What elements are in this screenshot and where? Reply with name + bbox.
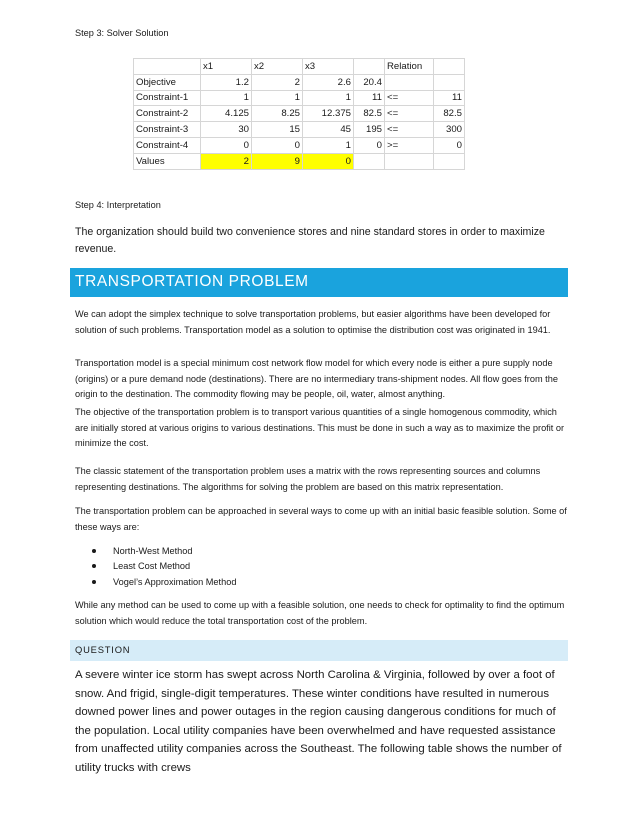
cell-relation [385, 153, 434, 169]
cell-x2: 0 [252, 137, 303, 153]
table-row-values [134, 153, 465, 169]
bullet-icon [92, 564, 96, 568]
bullet-icon [92, 549, 96, 553]
row-label: Objective [134, 74, 201, 90]
row-label: Constraint-2 [134, 106, 201, 122]
cell-rhs [434, 153, 465, 169]
question-banner [70, 640, 568, 661]
header-cell [354, 59, 385, 75]
paragraph: The objective of the transportation problem is to transport various quantities of a single homogenous commodity, which are initially stored at various origins to various destinations. This must be done in such a way as to maximize the profit or minimize the cost. [75, 407, 565, 448]
cell-x3: 12.375 [303, 106, 354, 122]
row-label: Constraint-1 [134, 90, 201, 106]
table-row [134, 106, 465, 122]
cell-lhs: 0 [354, 137, 385, 153]
interpretation-text: The organization should build two convenience stores and nine standard stores in order to maximize revenue. [75, 226, 545, 255]
cell-rhs [434, 74, 465, 90]
step4-heading: Step 4: Interpretation [75, 200, 161, 210]
table-row [134, 137, 465, 153]
table-header-row [134, 59, 465, 75]
cell-relation: <= [385, 90, 434, 106]
header-cell: x3 [303, 59, 354, 75]
cell-x3: 2.6 [303, 74, 354, 90]
row-label: Values [134, 153, 201, 169]
cell-relation: <= [385, 122, 434, 138]
cell-lhs: 82.5 [354, 106, 385, 122]
cell-relation: <= [385, 106, 434, 122]
list-item [90, 559, 236, 574]
paragraph: Transportation model is a special minimum cost network flow model for which every node is either a pure supply node (origins) or a pure demand node (destinations). There are no intermediary trans-shipment nodes. All flow goes from the origin to the destination. The commodity flowing may be people, oil, water, almost anything. [75, 358, 558, 399]
cell-x2: 15 [252, 122, 303, 138]
cell-x3: 45 [303, 122, 354, 138]
cell-lhs [354, 153, 385, 169]
cell-rhs: 11 [434, 90, 465, 106]
section-title: TRANSPORTATION PROBLEM [75, 273, 309, 290]
cell-x2: 8.25 [252, 106, 303, 122]
row-label: Constraint-3 [134, 122, 201, 138]
paragraph: The transportation problem can be approached in several ways to come up with an initial basic feasible solution. Some of these ways are: [75, 506, 567, 532]
list-item [90, 544, 236, 559]
paragraph: The classic statement of the transportation problem uses a matrix with the rows representing sources and columns representing destinations. The algorithms for solving the problem are based on this matrix representation. [75, 466, 541, 492]
step3-heading: Step 3: Solver Solution [75, 28, 169, 38]
value-x1: 2 [201, 153, 252, 169]
cell-x1: 1.2 [201, 74, 252, 90]
cell-lhs: 20.4 [354, 74, 385, 90]
cell-x1: 0 [201, 137, 252, 153]
cell-rhs: 0 [434, 137, 465, 153]
header-cell: Relation [385, 59, 434, 75]
cell-rhs: 300 [434, 122, 465, 138]
cell-rhs: 82.5 [434, 106, 465, 122]
header-cell [434, 59, 465, 75]
table-row [134, 122, 465, 138]
cell-relation: >= [385, 137, 434, 153]
closing-paragraph: While any method can be used to come up with a feasible solution, one needs to check for optimality to find the optimum solution which would reduce the total transportation cost of the problem. [75, 600, 565, 626]
value-x2: 9 [252, 153, 303, 169]
table-row [134, 90, 465, 106]
method-label: Least Cost Method [113, 561, 191, 572]
bullet-icon [92, 580, 96, 584]
header-cell: x2 [252, 59, 303, 75]
cell-x2: 2 [252, 74, 303, 90]
solver-table [133, 58, 465, 170]
cell-lhs: 195 [354, 122, 385, 138]
cell-x1: 4.125 [201, 106, 252, 122]
cell-relation [385, 74, 434, 90]
table-row [134, 74, 465, 90]
header-cell: x1 [201, 59, 252, 75]
row-label: Constraint-4 [134, 137, 201, 153]
methods-list [90, 544, 236, 590]
cell-lhs: 11 [354, 90, 385, 106]
question-text: A severe winter ice storm has swept across North Carolina & Virginia, followed by over a foot of snow. And frigid, single-digit temperatures. These winter conditions have resulted in numerous downed power lines and power outages in the region causing dangerous conditions for much of the population. Local utility companies have been overwhelmed and have requested assistance from unaffected utility companies across the Southeast. The following table shows the number of utility trucks with crews [75, 669, 562, 774]
list-item [90, 575, 236, 590]
cell-x1: 1 [201, 90, 252, 106]
cell-x2: 1 [252, 90, 303, 106]
cell-x3: 1 [303, 137, 354, 153]
cell-x1: 30 [201, 122, 252, 138]
value-x3: 0 [303, 153, 354, 169]
method-label: North-West Method [113, 546, 193, 556]
question-title: QUESTION [75, 644, 131, 655]
cell-x3: 1 [303, 90, 354, 106]
method-label: Vogel’s Approximation Method [113, 576, 237, 587]
section-banner [70, 268, 568, 297]
paragraph: We can adopt the simplex technique to solve transportation problems, but easier algorithms have been developed for solution of such problems. Transportation model as a solution to optimise the distribution cost was originated in 1941. [75, 309, 551, 335]
header-cell [134, 59, 201, 75]
